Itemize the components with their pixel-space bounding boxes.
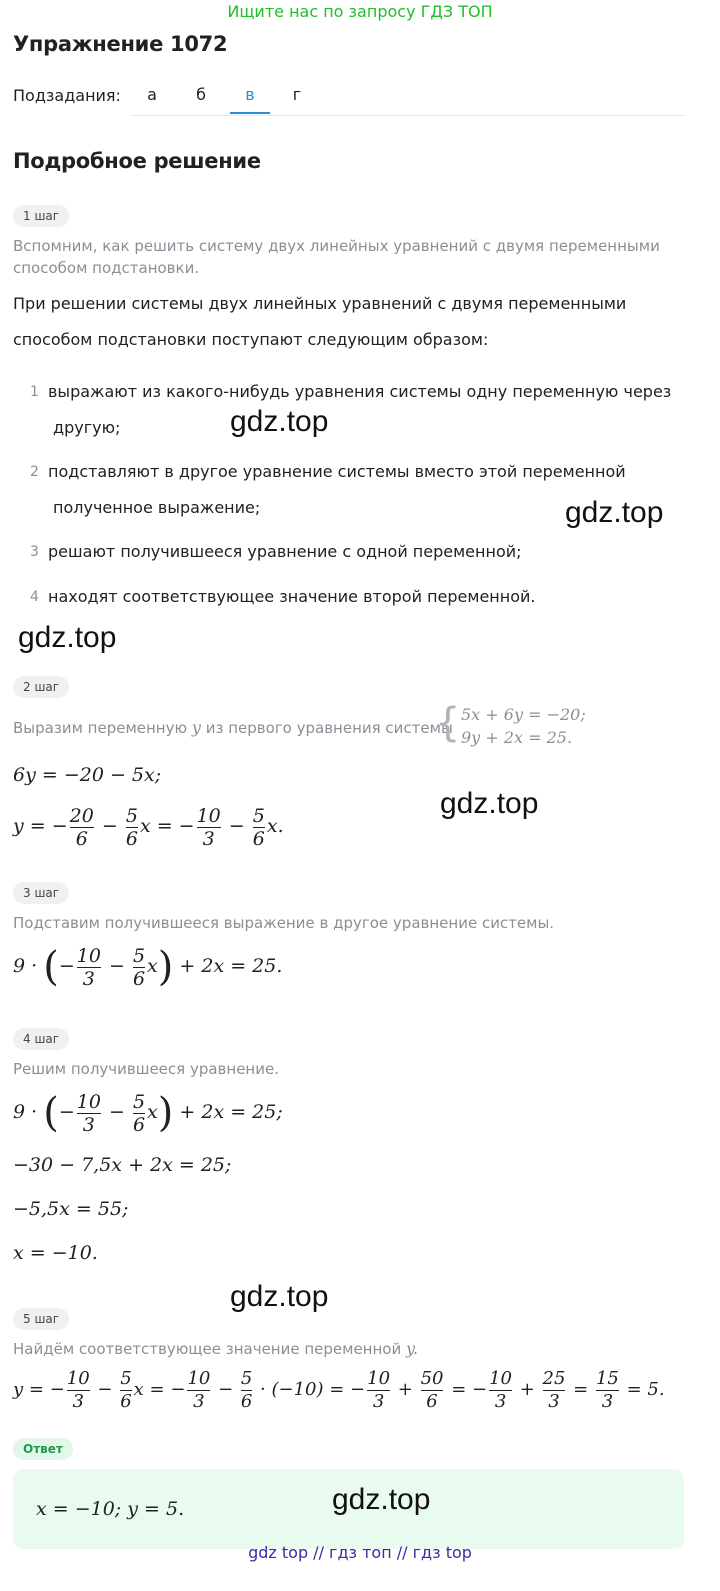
list-item: подставляют в другое уравнение системы вместо этой переменной [48,462,626,481]
step-note: Вспомним, как решить систему двух линейных уравнений с двумя переменными [13,237,660,255]
equation: 9 · (− $\frac{10}{3}$ − $\frac{5}{6}$ x) + 2x = 25; [13,1090,283,1136]
equation: x = −10. [13,1242,98,1264]
tab-b[interactable]: б [196,85,206,104]
equation: 6y = −20 − 5x; [13,764,162,786]
page-title: Упражнение 1072 [13,32,228,56]
solution-heading: Подробное решение [13,149,261,173]
list-number: 3 [30,544,39,560]
paragraph: способом подстановки поступают следующим образом: [13,330,489,349]
list-item: находят соответствующее значение второй переменной. [48,587,536,606]
equation: −30 − 7,5x + 2x = 25; [13,1154,232,1176]
equation: y = − $\frac{10}{3}$ − $\frac{5}{6}$ x = − $\frac{10}{3}$ − $\frac{5}{6}$ · (−10) = − $\frac{10}{3}$ + $\frac{50}{6}$ = − $\frac{10}{3}$ + $\frac{25}{3}$ = $\frac{15}{3}$ = 5. [13,1367,665,1412]
tab-v[interactable]: в [230,84,270,114]
step-badge: 5 шаг [13,1308,69,1330]
subtasks-tabs [132,84,684,116]
list-item: выражают из какого-нибудь уравнения системы одну переменную через [48,382,672,401]
tab-g[interactable]: г [292,85,302,104]
tab-a[interactable]: а [147,85,157,104]
list-number: 2 [30,464,39,480]
list-item: полученное выражение; [53,498,261,517]
step-note: Выразим переменную y из первого уравнения системы [13,718,453,737]
list-number: 1 [30,384,39,400]
list-item: решают получившееся уравнение с одной переменной; [48,542,522,561]
system-equation: 9y + 2x = 25. [461,728,573,747]
list-number: 4 [30,589,39,605]
step-badge: 1 шаг [13,205,69,227]
subtasks-label: Подзадания: [13,86,121,105]
footer-links[interactable]: gdz top // гдз топ // гдз top [248,1543,472,1562]
list-item: другую; [53,418,121,437]
answer-badge: Ответ [13,1438,73,1460]
equation: y = − $\frac{20}{6}$ − $\frac{5}{6}$ x = − $\frac{10}{3}$ − $\frac{5}{6}$ x. [13,804,284,850]
step-badge: 2 шаг [13,676,69,698]
watermark: gdz.top [230,405,329,438]
watermark: gdz.top [18,621,117,654]
equation: −5,5x = 55; [13,1198,129,1220]
promo-banner[interactable]: Ищите нас по запросу ГДЗ ТОП [227,2,493,21]
step-badge: 3 шаг [13,882,69,904]
answer-value: x = −10; y = 5. [36,1498,185,1520]
paragraph: При решении системы двух линейных уравнений с двумя переменными [13,294,627,313]
step-badge: 4 шаг [13,1028,69,1050]
system-brace: { [435,700,461,746]
watermark: gdz.top [230,1280,329,1313]
step-note: Найдём соответствующее значение переменной y. [13,1339,419,1358]
watermark: gdz.top [332,1483,431,1516]
step-note: Решим получившееся уравнение. [13,1060,279,1078]
system-equation: 5x + 6y = −20; [461,705,586,724]
equation: 9 · (− $\frac{10}{3}$ − $\frac{5}{6}$ x) + 2x = 25. [13,944,283,990]
watermark: gdz.top [565,496,664,529]
step-note: способом подстановки. [13,259,200,277]
watermark: gdz.top [440,787,539,820]
step-note: Подставим получившееся выражение в другое уравнение системы. [13,914,555,932]
